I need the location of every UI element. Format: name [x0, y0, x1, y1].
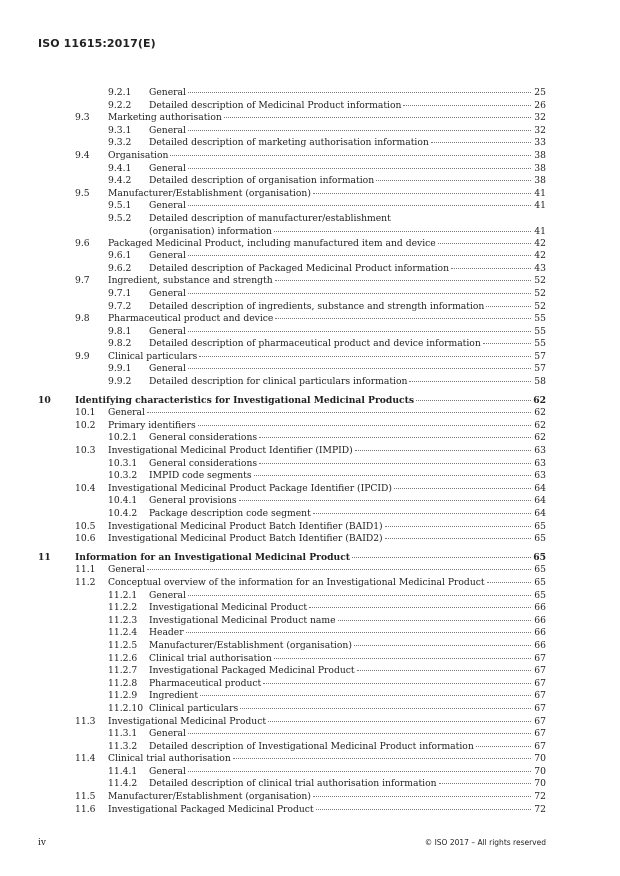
toc-entry-title: General considerations	[149, 457, 258, 469]
toc-entry-number: 11.4	[75, 753, 96, 765]
toc-entry-number: 11.2.9	[108, 690, 138, 702]
page-number: iv	[38, 838, 46, 848]
toc-entry-page: 55	[534, 338, 546, 350]
dot-leader	[147, 569, 531, 570]
toc-entry[interactable]	[38, 137, 546, 150]
dot-leader	[259, 437, 531, 438]
toc-entry-number: 9.9.1	[108, 363, 132, 375]
dot-leader	[188, 368, 531, 369]
toc-entry-title: General	[149, 765, 186, 777]
toc-entry[interactable]	[38, 376, 546, 389]
dot-leader	[376, 180, 531, 181]
dot-leader	[275, 280, 531, 281]
toc-entry-number: 11.4.1	[108, 765, 138, 777]
copyright-notice: © ISO 2017 – All rights reserved	[424, 838, 546, 847]
toc-entry-title: IMPID code segments	[149, 470, 252, 482]
toc-entry-page: 57	[534, 350, 546, 362]
toc-entry[interactable]	[38, 753, 546, 766]
toc-entry-number: 10.3	[75, 445, 96, 457]
toc-entry-number: 11.2.7	[108, 665, 138, 677]
toc-entry[interactable]	[38, 533, 546, 546]
toc-entry-title: Investigational Medicinal Product Batch Identifier (BAID1)	[108, 520, 383, 532]
toc-entry-number: 9.2.2	[108, 99, 132, 111]
dot-leader	[409, 381, 531, 382]
toc-entry-page: 62	[533, 394, 546, 406]
toc-entry-page: 64	[534, 508, 546, 519]
toc-entry-number: 11.2.6	[108, 652, 138, 664]
toc-entry[interactable]	[38, 100, 546, 113]
toc-entry-title: Detailed description of organisation information	[149, 175, 375, 187]
toc-entry-page: 70	[534, 765, 546, 777]
toc-entry-title: Ingredient	[149, 690, 199, 702]
toc-entry-number: 9.4.2	[108, 175, 132, 187]
dot-leader	[188, 255, 531, 256]
dot-leader	[188, 168, 531, 169]
toc-entry-page: 52	[534, 300, 546, 312]
toc-entry-title: Manufacturer/Establishment (organisation)	[108, 791, 311, 803]
toc-entry-page: 62	[534, 432, 546, 444]
toc-entry-number: 9.4	[75, 149, 90, 161]
toc-entry-number: 11.3.1	[108, 728, 138, 740]
dot-leader	[357, 670, 531, 671]
toc-entry-page: 38	[534, 175, 546, 187]
toc-entry-page: 67	[534, 652, 546, 664]
toc-entry-title: General considerations	[149, 432, 258, 444]
toc-entry[interactable]	[38, 407, 546, 420]
toc-entry-title: Manufacturer/Establishment (organisation)	[108, 187, 311, 199]
toc-entry-number: 10.5	[75, 520, 96, 532]
toc-entry-page: 66	[534, 639, 546, 651]
dot-leader	[403, 105, 531, 106]
toc-entry-number: 9.8	[75, 313, 90, 325]
toc-entry-title: General	[149, 728, 186, 740]
toc-entry-title: Identifying characteristics for Investigational Medicinal Products	[75, 394, 415, 406]
toc-entry-title: Clinical particulars	[149, 702, 239, 714]
toc-entry-page: 64	[534, 482, 546, 494]
toc-entry[interactable]	[38, 432, 546, 445]
dot-leader	[274, 231, 531, 232]
toc-entry-page: 33	[534, 137, 546, 149]
toc-entry[interactable]	[38, 150, 546, 163]
toc-entry[interactable]	[38, 301, 546, 314]
dot-leader	[188, 92, 531, 93]
toc-entry-title: Marketing authorisation	[108, 112, 222, 124]
toc-entry[interactable]	[38, 263, 546, 276]
toc-entry-page: 63	[534, 470, 546, 482]
toc-entry-title: General	[149, 250, 186, 262]
toc-entry-title: Investigational Packaged Medicinal Product	[108, 803, 314, 815]
toc-entry-number: 11.2	[75, 576, 96, 588]
toc-entry[interactable]	[38, 483, 546, 496]
toc-entry-number: 11.2.3	[108, 614, 138, 626]
dot-leader	[274, 658, 531, 659]
toc-entry-number: 9.6.1	[108, 250, 132, 262]
toc-entry[interactable]	[38, 188, 546, 201]
toc-entry[interactable]	[38, 741, 546, 754]
toc-entry-page: 63	[534, 457, 546, 469]
dot-leader	[240, 708, 531, 709]
toc-entry[interactable]	[38, 445, 546, 458]
toc-entry-number: 9.8.1	[108, 325, 132, 337]
toc-entry-number: 9.6	[75, 237, 90, 249]
toc-entry-number: 11.1	[75, 564, 96, 576]
toc-entry-title: Detailed description of Packaged Medicinal Product information	[149, 262, 449, 274]
toc-entry-page: 42	[534, 237, 546, 249]
toc-entry-title: Clinical trial authorisation	[149, 652, 272, 664]
toc-entry[interactable]	[38, 351, 546, 364]
toc-entry-number: 9.3	[75, 112, 90, 124]
toc-entry-page: 72	[534, 791, 546, 803]
toc-entry-title: Investigational Packaged Medicinal Product	[149, 665, 355, 677]
toc-entry-title: General	[108, 564, 145, 576]
toc-entry-number: 9.7.1	[108, 287, 132, 299]
toc-entry[interactable]	[38, 615, 546, 628]
toc-entry-title: Investigational Medicinal Product	[108, 715, 267, 727]
toc-entry-page: 58	[534, 376, 546, 388]
toc-entry-number: 11.3.2	[108, 740, 138, 752]
dot-leader	[439, 783, 531, 784]
toc-entry-number: 11.4.2	[108, 778, 138, 790]
dot-leader	[355, 450, 531, 451]
toc-entry[interactable]	[38, 458, 546, 471]
toc-entry-page: 67	[534, 665, 546, 677]
dot-leader	[188, 205, 531, 206]
toc-entry-title: Information for an Investigational Medicinal Product	[75, 551, 351, 563]
dot-leader	[385, 538, 531, 539]
dot-leader	[199, 356, 531, 357]
toc-entry-page: 43	[534, 262, 546, 274]
toc-entry[interactable]	[38, 326, 546, 339]
toc-entry-number: 10.2	[75, 419, 96, 431]
toc-entry[interactable]	[38, 791, 546, 804]
toc-entry[interactable]	[38, 590, 546, 603]
dot-leader	[263, 683, 531, 684]
toc-entry-number: 10	[38, 394, 51, 406]
toc-entry-number: 9.9.2	[108, 376, 132, 388]
toc-entry[interactable]	[38, 238, 546, 251]
toc-entry[interactable]	[38, 250, 546, 263]
toc-entry-title: General provisions	[149, 495, 237, 507]
toc-entry-number: 11.5	[75, 791, 96, 803]
toc-entry-page: 67	[534, 702, 546, 714]
toc-entry-title: Conceptual overview of the information for an Investigational Medicinal Product	[108, 576, 485, 588]
toc-entry-page: 55	[534, 325, 546, 337]
toc-entry[interactable]	[38, 690, 546, 703]
toc-entry[interactable]	[38, 804, 546, 817]
dot-leader	[451, 268, 531, 269]
toc-entry-title: Package description code segment	[149, 508, 311, 519]
dot-leader	[338, 620, 532, 621]
toc-entry-title: Header	[149, 627, 184, 639]
toc-entry-title: General	[149, 589, 186, 601]
toc-entry[interactable]	[38, 125, 546, 138]
toc-entry[interactable]	[38, 112, 546, 125]
toc-entry[interactable]	[38, 420, 546, 433]
dot-leader	[483, 343, 531, 344]
toc-entry-number: 9.7	[75, 275, 90, 287]
toc-entry-page: 65	[534, 589, 546, 601]
toc-entry-page: 41	[534, 200, 546, 212]
toc-entry[interactable]	[38, 470, 546, 483]
toc-entry[interactable]	[38, 716, 546, 729]
dot-leader	[313, 193, 531, 194]
toc-entry-title: Detailed description of pharmaceutical product and device information	[149, 338, 481, 350]
toc-entry-title: Investigational Medicinal Product Package Identifier (IPCID)	[108, 482, 393, 494]
toc-entry-number: 10.3.1	[108, 457, 138, 469]
toc-entry[interactable]	[38, 313, 546, 326]
toc-entry-title: Clinical particulars	[108, 350, 198, 362]
toc-entry[interactable]	[38, 653, 546, 666]
dot-leader	[354, 645, 531, 646]
toc-entry-number: 11.2.8	[108, 677, 138, 689]
toc-entry[interactable]	[38, 508, 546, 521]
toc-entry-page: 65	[534, 533, 546, 545]
toc-entry-page: 26	[534, 99, 546, 111]
dot-leader	[188, 771, 531, 772]
toc-entry-page: 42	[534, 250, 546, 262]
toc-entry-number: 9.3.2	[108, 137, 132, 149]
toc-entry-number: 11	[38, 551, 51, 563]
toc-entry-number: 9.3.1	[108, 124, 132, 136]
toc-entry-page: 65	[534, 520, 546, 532]
toc-entry-number: 10.1	[75, 407, 96, 419]
toc-entry-title: Ingredient, substance and strength	[108, 275, 273, 287]
toc-entry-page: 65	[534, 576, 546, 588]
toc-entry-page: 52	[534, 275, 546, 287]
toc-entry-title: Investigational Medicinal Product name	[149, 614, 336, 626]
toc-entry-page: 64	[534, 495, 546, 507]
toc-entry-number: 9.5.2	[108, 212, 132, 224]
toc-entry-page: 38	[534, 162, 546, 174]
toc-entry-page: 41	[534, 187, 546, 199]
toc-entry-title: Organisation	[108, 149, 169, 161]
toc-entry[interactable]	[38, 175, 546, 188]
toc-entry-number: 9.9	[75, 350, 90, 362]
dot-leader	[394, 488, 531, 489]
toc-entry-page: 67	[534, 677, 546, 689]
toc-entry-title: General	[149, 287, 186, 299]
toc-entry-number: 10.3.2	[108, 470, 138, 482]
toc-entry-title: General	[108, 407, 145, 419]
toc-entry-number: 11.2.2	[108, 602, 138, 614]
toc-entry-page: 65	[534, 564, 546, 576]
toc-entry[interactable]	[38, 552, 546, 565]
toc-entry-number: 11.6	[75, 803, 96, 815]
toc-entry-number: 10.4.2	[108, 508, 138, 519]
toc-entry-title: General	[149, 325, 186, 337]
dot-leader	[275, 318, 531, 319]
toc-entry-page: 57	[534, 363, 546, 375]
toc-entry-page: 67	[534, 690, 546, 702]
toc-entry-page: 66	[534, 627, 546, 639]
dot-leader	[186, 632, 531, 633]
toc-entry[interactable]	[38, 640, 546, 653]
dot-leader	[486, 306, 531, 307]
dot-leader	[254, 475, 531, 476]
toc-entry[interactable]	[38, 226, 546, 238]
toc-entry[interactable]	[38, 395, 546, 408]
toc-entry-page: 70	[534, 753, 546, 765]
dot-leader	[188, 130, 531, 131]
toc-entry-title: Pharmaceutical product and device	[108, 313, 274, 325]
dot-leader	[259, 463, 531, 464]
toc-entry-page: 62	[534, 419, 546, 431]
toc-entry-page: 67	[534, 740, 546, 752]
dot-leader	[224, 117, 531, 118]
toc-entry-page: 52	[534, 287, 546, 299]
dot-leader	[487, 582, 531, 583]
dot-leader	[200, 695, 531, 696]
toc-entry-number: 10.4	[75, 482, 96, 494]
toc-entry-title: (organisation) information	[149, 225, 272, 237]
toc-entry[interactable]	[38, 564, 546, 577]
toc-entry-number: 11.2.5	[108, 639, 138, 651]
dot-leader	[431, 142, 531, 143]
toc-entry[interactable]	[38, 163, 546, 176]
toc-entry-title: Investigational Medicinal Product Identifier (IMPID)	[108, 445, 353, 457]
toc-entry[interactable]	[38, 200, 546, 213]
toc-entry-title: Manufacturer/Establishment (organisation)	[149, 639, 352, 651]
dot-leader	[352, 557, 531, 558]
toc-entry-title: Investigational Medicinal Product Batch Identifier (BAID2)	[108, 533, 383, 545]
toc-entry-title: Detailed description of ingredients, substance and strength information	[149, 300, 485, 312]
toc-entry[interactable]	[38, 602, 546, 615]
toc-entry-title: Detailed description of clinical trial authorisation information	[149, 778, 437, 790]
toc-entry-title: Primary identifiers	[108, 419, 196, 431]
toc-entry-number: 9.5	[75, 187, 90, 199]
toc-entry-page: 72	[534, 803, 546, 815]
dot-leader	[385, 526, 531, 527]
toc-entry-title: Detailed description of marketing authorisation information	[149, 137, 429, 149]
dot-leader	[268, 721, 531, 722]
toc-entry-page: 67	[534, 728, 546, 740]
toc-entry-page: 41	[534, 225, 546, 237]
table-of-contents	[38, 87, 546, 816]
toc-entry-title: Packaged Medicinal Product, including manufactured item and device	[108, 237, 436, 249]
toc-entry-number: 10.6	[75, 533, 96, 545]
toc-entry[interactable]	[38, 627, 546, 640]
toc-entry-title: General	[149, 200, 186, 212]
toc-entry-number: 10.2.1	[108, 432, 138, 444]
toc-entry-number: 9.6.2	[108, 262, 132, 274]
toc-entry[interactable]	[38, 766, 546, 779]
dot-leader	[147, 412, 531, 413]
toc-entry-title: General	[149, 87, 186, 98]
toc-entry[interactable]	[38, 495, 546, 508]
dot-leader	[188, 733, 531, 734]
toc-entry-title: Detailed description for clinical particulars information	[149, 376, 408, 388]
toc-entry-page: 66	[534, 602, 546, 614]
toc-entry-number: 9.2.1	[108, 87, 132, 98]
dot-leader	[416, 400, 531, 401]
dot-leader	[188, 595, 531, 596]
toc-entry[interactable]	[38, 87, 546, 100]
dot-leader	[198, 425, 531, 426]
toc-entry-number: 11.2.10	[108, 702, 144, 714]
dot-leader	[438, 243, 531, 244]
toc-entry-number: 9.7.2	[108, 300, 132, 312]
toc-entry-number: 10.4.1	[108, 495, 138, 507]
toc-entry[interactable]	[38, 778, 546, 791]
toc-entry[interactable]	[38, 363, 546, 376]
dot-leader	[476, 746, 531, 747]
dot-leader	[309, 607, 531, 608]
document-header: ISO 11615:2017(E)	[38, 37, 156, 50]
toc-entry-page: 25	[534, 87, 546, 98]
toc-entry-page: 65	[533, 551, 546, 563]
dot-leader	[170, 155, 531, 156]
toc-entry-title: Pharmaceutical product	[149, 677, 262, 689]
toc-entry-title: Investigational Medicinal Product	[149, 602, 308, 614]
toc-entry-title: General	[149, 363, 186, 375]
toc-entry-title: Detailed description of Investigational Medicinal Product information	[149, 740, 474, 752]
toc-entry[interactable]	[38, 213, 546, 226]
dot-leader	[188, 331, 531, 332]
toc-entry[interactable]	[38, 521, 546, 534]
toc-entry[interactable]	[38, 275, 546, 288]
toc-entry-page: 66	[534, 614, 546, 626]
toc-entry-page: 63	[534, 445, 546, 457]
toc-entry[interactable]	[38, 338, 546, 351]
toc-entry[interactable]	[38, 665, 546, 678]
toc-entry[interactable]	[38, 288, 546, 301]
toc-entry-number: 11.2.4	[108, 627, 138, 639]
toc-entry-page: 55	[534, 313, 546, 325]
toc-entry-number: 9.8.2	[108, 338, 132, 350]
toc-entry-title: Detailed description of manufacturer/establishment	[149, 212, 391, 224]
toc-entry-page: 62	[534, 407, 546, 419]
dot-leader	[313, 513, 531, 514]
toc-entry-title: Clinical trial authorisation	[108, 753, 231, 765]
dot-leader	[239, 500, 531, 501]
toc-entry-page: 67	[534, 715, 546, 727]
toc-entry[interactable]	[38, 577, 546, 590]
dot-leader	[188, 293, 531, 294]
toc-entry-number: 11.3	[75, 715, 96, 727]
toc-entry[interactable]	[38, 703, 546, 716]
toc-entry[interactable]	[38, 678, 546, 691]
toc-entry-page: 32	[534, 124, 546, 136]
dot-leader	[316, 809, 531, 810]
toc-entry-number: 9.5.1	[108, 200, 132, 212]
dot-leader	[313, 796, 531, 797]
toc-entry-page: 70	[534, 778, 546, 790]
toc-entry-title: General	[149, 162, 186, 174]
toc-entry-number: 11.2.1	[108, 589, 138, 601]
dot-leader	[233, 758, 531, 759]
toc-entry-number: 9.4.1	[108, 162, 132, 174]
toc-entry[interactable]	[38, 728, 546, 741]
toc-entry-title: General	[149, 124, 186, 136]
toc-entry-title: Detailed description of Medicinal Product information	[149, 99, 402, 111]
toc-entry-page: 32	[534, 112, 546, 124]
toc-entry-page: 38	[534, 149, 546, 161]
